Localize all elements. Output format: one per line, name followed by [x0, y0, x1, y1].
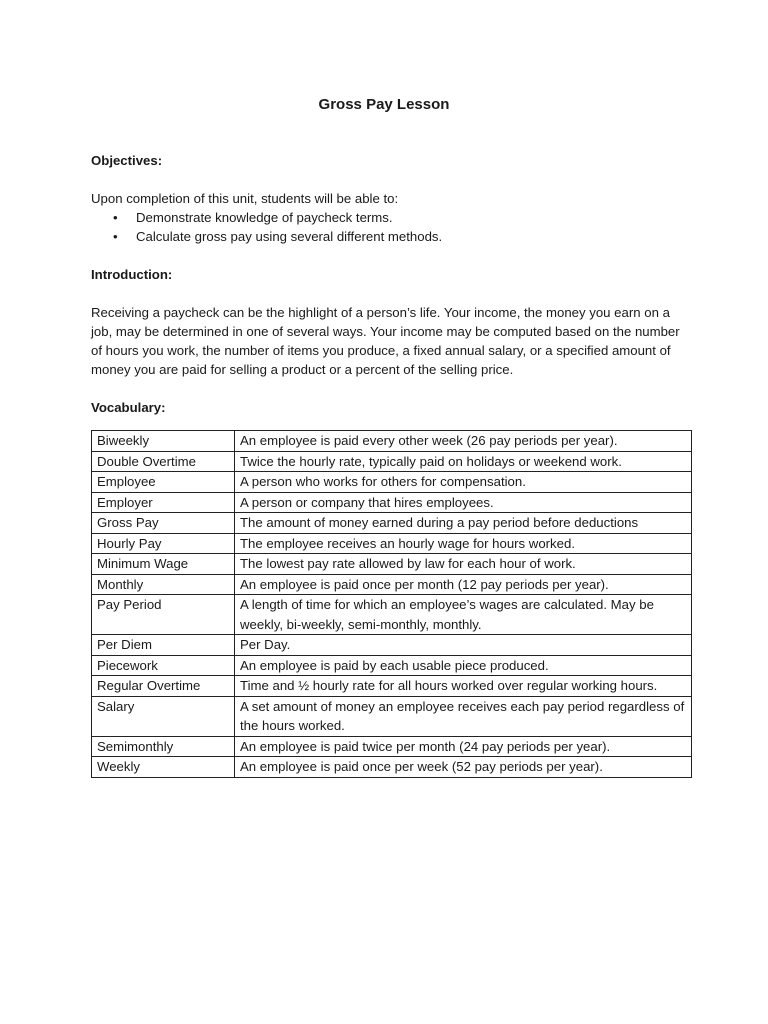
vocab-term: Regular Overtime: [92, 676, 235, 697]
table-row: [92, 492, 692, 513]
table-row: [92, 655, 692, 676]
table-row: [92, 595, 692, 635]
vocab-definition: A set amount of money an employee receives each pay period regardless of the hours worked.: [235, 696, 692, 736]
table-row: [92, 431, 692, 452]
objectives-intro: Upon completion of this unit, students will be able to:: [91, 191, 399, 206]
vocab-definition: An employee is paid once per week (52 pay periods per year).: [235, 757, 692, 778]
vocab-definition: The lowest pay rate allowed by law for each hour of work.: [235, 554, 692, 575]
objective-text: Calculate gross pay using several different methods.: [136, 229, 443, 244]
bullet-icon: •: [113, 210, 118, 225]
vocab-term: Biweekly: [92, 431, 235, 452]
vocab-definition: Time and ½ hourly rate for all hours worked over regular working hours.: [235, 676, 692, 697]
bullet-icon: •: [113, 229, 118, 244]
vocabulary-heading: Vocabulary:: [91, 400, 166, 415]
vocab-term: Pay Period: [92, 595, 235, 635]
vocab-term: Piecework: [92, 655, 235, 676]
table-row: [92, 635, 692, 656]
table-row: [92, 554, 692, 575]
vocab-definition: An employee is paid twice per month (24 pay periods per year).: [235, 736, 692, 757]
vocab-definition: Per Day.: [235, 635, 692, 656]
table-row: [92, 676, 692, 697]
vocab-definition: A person who works for others for compensation.: [235, 472, 692, 493]
vocab-term: Minimum Wage: [92, 554, 235, 575]
vocab-term: Hourly Pay: [92, 533, 235, 554]
vocab-term: Employer: [92, 492, 235, 513]
table-row: [92, 574, 692, 595]
table-row: [92, 533, 692, 554]
table-row: [92, 451, 692, 472]
objectives-list: [91, 208, 691, 246]
vocab-term: Salary: [92, 696, 235, 736]
vocab-term: Monthly: [92, 574, 235, 595]
document-body: [91, 151, 691, 778]
vocab-term: Weekly: [92, 757, 235, 778]
table-row: [92, 472, 692, 493]
vocab-term: Double Overtime: [92, 451, 235, 472]
introduction-text: Receiving a paycheck can be the highlight of a person’s life. Your income, the money you earn on a job, may be determined in one of several ways. Your income may be computed based on the number of hours you work, the number of items you produce, a fixed annual salary, or a specified amount of money you are paid for selling a product or a percent of the selling price.: [91, 305, 680, 377]
vocab-definition: Twice the hourly rate, typically paid on holidays or weekend work.: [235, 451, 692, 472]
vocab-term: Employee: [92, 472, 235, 493]
table-row: [92, 513, 692, 534]
table-row: [92, 736, 692, 757]
vocab-definition: An employee is paid every other week (26 pay periods per year).: [235, 431, 692, 452]
vocab-definition: The employee receives an hourly wage for hours worked.: [235, 533, 692, 554]
introduction-heading: Introduction:: [91, 267, 173, 282]
vocab-term: Per Diem: [92, 635, 235, 656]
objective-item: [91, 208, 691, 227]
table-row: [92, 696, 692, 736]
vocab-definition: An employee is paid by each usable piece produced.: [235, 655, 692, 676]
vocab-definition: An employee is paid once per month (12 pay periods per year).: [235, 574, 692, 595]
table-row: [92, 757, 692, 778]
vocab-definition: A length of time for which an employee’s wages are calculated. May be weekly, bi-weekly, semi-monthly, monthly.: [235, 595, 692, 635]
objectives-heading: Objectives:: [91, 153, 163, 168]
vocab-term: Gross Pay: [92, 513, 235, 534]
page-title: Gross Pay Lesson: [318, 96, 450, 113]
vocabulary-table: [91, 430, 692, 778]
objective-item: [91, 227, 691, 246]
vocab-term: Semimonthly: [92, 736, 235, 757]
objective-text: Demonstrate knowledge of paycheck terms.: [136, 210, 393, 225]
vocab-definition: A person or company that hires employees.: [235, 492, 692, 513]
vocab-definition: The amount of money earned during a pay period before deductions: [235, 513, 692, 534]
